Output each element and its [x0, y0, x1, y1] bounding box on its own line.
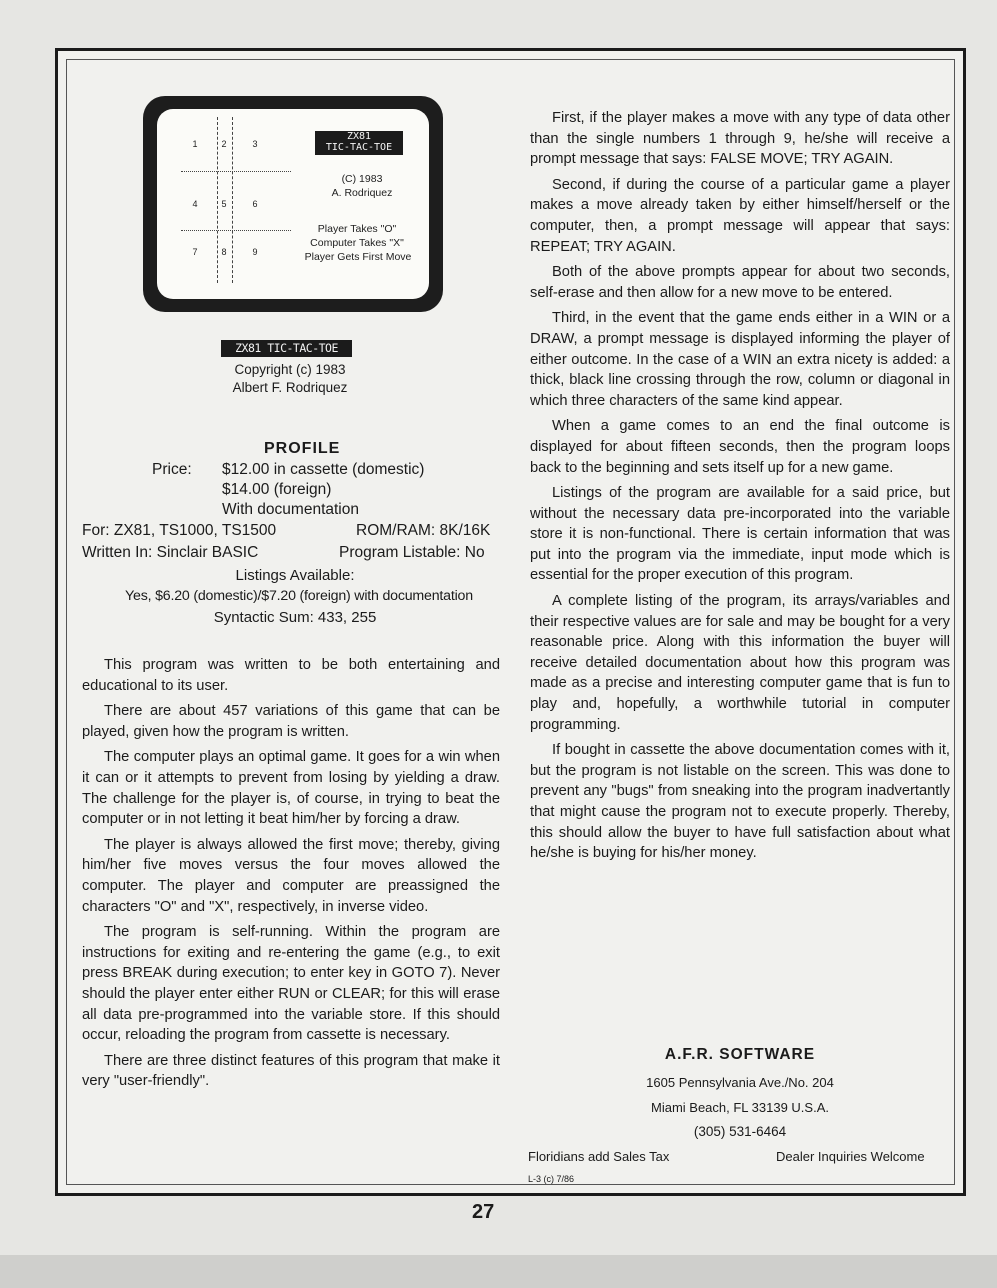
- screen-display: [157, 109, 429, 299]
- paragraph: The player is always allowed the first move; thereby, giving him/her five moves versus the four moves allowed the computer. The player and computer are preassigned the characters "O" and "X", respectively, in inverse video.: [82, 836, 500, 915]
- company-name: A.F.R. SOFTWARE: [664, 1046, 816, 1063]
- grid-line: [232, 117, 233, 283]
- grid-number: 9: [252, 247, 258, 257]
- grid-number: 4: [192, 199, 198, 209]
- screen-title-badge: [315, 131, 403, 155]
- paragraph: There are about 457 variations of this game that can be played, given how the program is written.: [82, 703, 500, 740]
- paragraph: A complete listing of the program, its arrays/variables and their respective values are for sale and may be bought for a very reasonable price. Along with this information the buyer will receive detailed documentation about how this program was made as a precise and interesting computer game that is fun to play and, hopefully, a worthwhile tutorial in computer programming.: [530, 593, 950, 733]
- paragraph: Third, in the event that the game ends either in a WIN or a DRAW, a prompt message is displayed informing the player of either outcome. In the case of a WIN an extra nicety is added: a thick, black line crossing through the row, column or diagonal in which three characters of the same kind appear.: [530, 310, 950, 409]
- profile-title: PROFILE: [264, 440, 341, 457]
- program-listable: Program Listable: No: [339, 544, 485, 561]
- author-line: Albert F. Rodriquez: [232, 380, 348, 395]
- screen-line-3: Player Gets First Move: [304, 251, 412, 263]
- screen-illustration: [143, 96, 443, 312]
- paragraph: There are three distinct features of this program that make it very "user-friendly".: [82, 1052, 500, 1090]
- paragraph: The computer plays an optimal game. It goes for a win when it can or it attempts to prevent from losing by yielding a draw. The challenge for the player is, of course, in trying to beat the computer or in not letting it beat him/her by forcing a draw.: [82, 749, 500, 828]
- product-banner: ZX81 TIC-TAC-TOE: [221, 340, 352, 357]
- company-address-1: 1605 Pennsylvania Ave./No. 204: [646, 1075, 834, 1090]
- company-address-2: Miami Beach, FL 33139 U.S.A.: [651, 1100, 829, 1115]
- written-in: Written In: Sinclair BASIC: [82, 544, 259, 561]
- grid-line: [181, 171, 291, 172]
- grid-line: [181, 230, 291, 231]
- company-phone: (305) 531-6464: [693, 1124, 787, 1139]
- price-label: Price:: [152, 461, 192, 478]
- grid-number: 3: [252, 139, 258, 149]
- grid-number: 8: [221, 247, 227, 257]
- tax-note: Floridians add Sales Tax: [528, 1149, 670, 1164]
- rom-ram: ROM/RAM: 8K/16K: [356, 522, 491, 539]
- price-documentation: With documentation: [222, 501, 359, 518]
- listings-label: Listings Available:: [235, 567, 355, 584]
- paragraph: First, if the player makes a move with any type of data other than the single numbers 1 through 9, he/she will receive a prompt message that says: FALSE MOVE; TRY AGAIN.: [530, 110, 950, 168]
- screen-copyright: (C) 1983: [341, 173, 383, 185]
- screen-title-line2: TIC-TAC-TOE: [325, 142, 393, 153]
- paragraph: Both of the above prompts appear for about two seconds, self-erase and then allow for a new move to be entered.: [530, 264, 950, 301]
- page-number: 27: [472, 1201, 495, 1223]
- copyright-line: Copyright (c) 1983: [234, 362, 346, 377]
- dealer-note: Dealer Inquiries Welcome: [776, 1149, 925, 1164]
- grid-number: 6: [252, 199, 258, 209]
- screen-line-1: Player Takes "O": [317, 223, 397, 235]
- left-column: [82, 655, 500, 1097]
- price-domestic: $12.00 in cassette (domestic): [222, 461, 425, 478]
- listings-value: Yes, $6.20 (domestic)/$7.20 (foreign) with documentation: [125, 588, 473, 604]
- paragraph: When a game comes to an end the final outcome is displayed for about fifteen seconds, then the program loops back to the beginning and sets itself up for a new game.: [530, 418, 950, 476]
- screen-line-2: Computer Takes "X": [310, 237, 404, 249]
- grid-number: 2: [221, 139, 227, 149]
- paragraph: This program was written to be both entertaining and educational to its user.: [82, 657, 500, 694]
- page-bottom-edge: [0, 1255, 997, 1288]
- paragraph: The program is self-running. Within the program are instructions for exiting and re-entering the game (e.g., to exit press BREAK during execution; to enter key in GOTO 7). Never should the player enter either RUN or CLEAR; for this will erase all data pre-programmed into the variable store. If this should occur, reloading the program from cassette is necessary.: [82, 924, 500, 1044]
- screen-title-line1: ZX81: [346, 131, 372, 142]
- screen-author: A. Rodriquez: [331, 187, 393, 199]
- footer-code: L-3 (c) 7/86: [528, 1174, 575, 1184]
- grid-number: 7: [192, 247, 198, 257]
- paragraph: Second, if during the course of a particular game a player makes a move already taken by either himself/herself or the computer, then, a prompt message will appear that says: REPEAT; TRY AGAIN.: [530, 176, 950, 255]
- right-column: [530, 108, 950, 869]
- platforms: For: ZX81, TS1000, TS1500: [82, 522, 277, 539]
- syntactic-sum: Syntactic Sum: 433, 255: [213, 609, 377, 626]
- paragraph: Listings of the program are available for a said price, but without the necessary data pre-incorporated into the variable store it is non-functional. There is certain information that was put into the program via the immediate, input mode which is essential for the proper execution of this program.: [530, 485, 950, 584]
- grid-number: 1: [192, 139, 198, 149]
- paragraph: If bought in cassette the above documentation comes with it, but the program is not listable on the screen. This was done to prevent any "bugs" from sneaking into the program inadvertantly that might cause the program not to execute properly. Thereby, this should allow the buyer to have full satisfaction about what he/she is buying for his/her money.: [530, 742, 950, 862]
- price-foreign: $14.00 (foreign): [222, 481, 332, 498]
- grid-number: 5: [221, 199, 227, 209]
